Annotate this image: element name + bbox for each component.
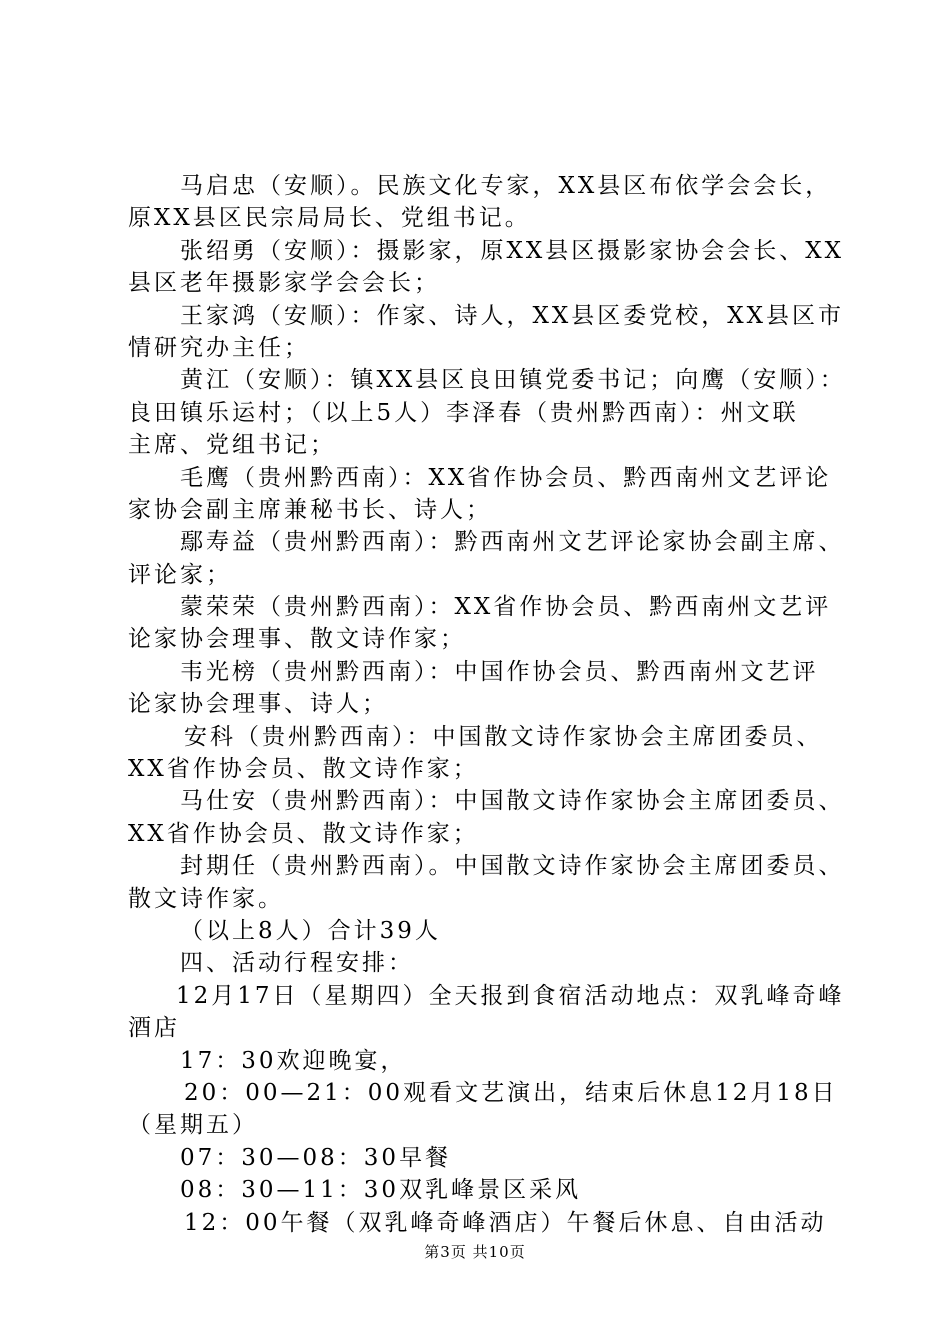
text-line: 马仕安（贵州黔西南）：中国散文诗作家协会主席团委员、 [180, 788, 845, 815]
page-footer: 第3页 共10页 [424, 1243, 526, 1261]
section-heading-schedule [128, 947, 840, 979]
text-line: 王家鸿（安顺）：作家、诗人，XX县区委党校，XX县区市 [180, 302, 844, 329]
text-line: 县区老年摄影家学会会长； [128, 270, 440, 297]
paragraph-meng-rongrong [128, 591, 840, 656]
text-line: 17：30欢迎晚宴， [180, 1047, 407, 1074]
text-line: 封期任（贵州黔西南）。中国散文诗作家协会主席团委员、 [180, 853, 845, 880]
text-line: 论家协会理事、诗人； [128, 691, 388, 718]
text-line: 12月17日（星期四）全天报到食宿活动地点：双乳峰奇峰 [176, 982, 845, 1009]
text-line: 安科（贵州黔西南）：中国散文诗作家协会主席团委员、 [184, 723, 823, 750]
text-line: 四、活动行程安排： [180, 950, 414, 977]
paragraph-an-ke [128, 721, 840, 786]
text-line: 散文诗作家。 [128, 885, 284, 912]
paragraph-ma-qizhong [128, 170, 840, 235]
paragraph-mao-ying [128, 462, 840, 527]
document-body [128, 170, 846, 1239]
text-line: 韦光榜（贵州黔西南）：中国作协会员、黔西南州文艺评 [180, 658, 819, 685]
paragraph-huang-jiang [128, 364, 846, 461]
paragraph-dec-17 [128, 980, 845, 1045]
text-line: （星期五） [128, 1112, 258, 1139]
text-line: 12：00午餐（双乳峰奇峰酒店）午餐后休息、自由活动 [184, 1209, 827, 1236]
schedule-item-breakfast [128, 1142, 840, 1174]
text-line: 蒙荣荣（贵州黔西南）：XX省作协会员、黔西南州文艺评 [180, 594, 832, 621]
paragraph-total [128, 915, 840, 947]
paragraph-ma-shian [128, 785, 845, 850]
text-line: 毛鹰（贵州黔西南）：XX省作协会员、黔西南州文艺评论 [180, 464, 832, 491]
text-line: 原XX县区民宗局局长、党组书记。 [128, 205, 531, 232]
paragraph-wei-guangbang [128, 656, 840, 721]
text-line: 评论家； [128, 561, 232, 588]
text-line: 良田镇乐运村；（以上5人）李泽春（贵州黔西南）：州文联 [128, 399, 799, 426]
schedule-item-sightseeing [128, 1174, 840, 1206]
text-line: （以上8人）合计39人 [180, 917, 441, 944]
text-line: 情研究办主任； [128, 334, 310, 361]
paragraph-yan-shouyi [128, 526, 845, 591]
text-line: 马启忠（安顺）。民族文化专家，XX县区布依学会会长， [180, 173, 832, 199]
text-line: 鄢寿益（贵州黔西南）：黔西南州文艺评论家协会副主席、 [180, 529, 845, 556]
text-line: 酒店 [128, 1015, 180, 1042]
text-line: 家协会副主席兼秘书长、诗人； [128, 496, 492, 523]
text-line: 张绍勇（安顺）：摄影家，原XX县区摄影家协会会长、XX [180, 237, 844, 264]
text-line: 07：30—08：30早餐 [180, 1144, 452, 1171]
paragraph-wang-jiahong [128, 300, 844, 365]
paragraph-feng-qiren [128, 850, 845, 915]
text-line: XX省作协会员、散文诗作家； [128, 820, 479, 847]
paragraph-zhang-shaoyong [128, 235, 844, 300]
text-line: 论家协会理事、散文诗作家； [128, 626, 466, 653]
text-line: XX省作协会员、散文诗作家； [128, 756, 479, 783]
text-line: 08：30—11：30双乳峰景区采风 [180, 1177, 582, 1204]
text-line: 黄江（安顺）：镇XX县区良田镇党委书记；向鹰（安顺）： [180, 367, 846, 394]
text-line: 主席、党组书记； [128, 432, 336, 459]
schedule-item-performance [128, 1077, 840, 1142]
schedule-item-lunch [128, 1207, 840, 1239]
schedule-item-dinner [128, 1045, 840, 1077]
text-line: 20：00—21：00观看文艺演出，结束后休息12月18日 [184, 1079, 838, 1106]
